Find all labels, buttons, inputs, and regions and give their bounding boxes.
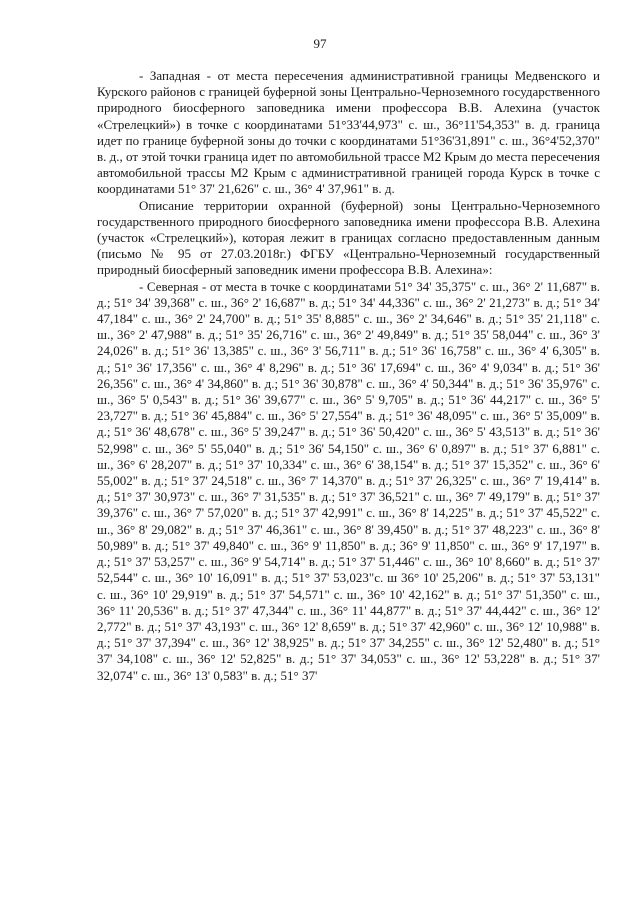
paragraph-buffer-zone-description: Описание территории охранной (буферной) зоны Центрально-Черноземного государственного природного биосферного заповедника имени профессора В.В. Алехина (участок «Стрелецкий»), которая лежит в границах согласно предоставленным данным (письмо № 95 от 27.03.2018г.) ФГБУ «Центрально-Черноземный государственный природный биосферный заповедник имени профессора В.В. Алехина»: [97, 197, 600, 278]
paragraph-western-boundary: - Западная - от места пересечения административной границы Медвенского и Курского районов с границей буферной зоны Центрально-Черноземного государственного природного биосферного заповедника имени профессора В.В. Алехина (участок «Стрелецкий») в точке с координатами 51°33'44,973" с. ш., 36°11'54,353" в. д. граница идет по границе буферной зоны до точки с координатами 51°36'31,891" с. ш., 36°4'52,370" в. д., от этой точки граница идет по автомобильной трассе М2 Крым до места пересечения автомобильной трассы М2 Крым с административной границей города Курск в точке с координатами 51° 37' 21,626" с. ш., 36° 4' 37,961" в. д. [97, 68, 600, 197]
page-number: 97 [313, 36, 327, 51]
paragraph-northern-boundary: - Северная - от места в точке с координатами 51° 34' 35,375" с. ш., 36° 2' 11,687" в. д.; 51° 34' 39,368" с. ш., 36° 2' 16,687" в. д.; 51° 34' 44,336" с. ш., 36° 2' 21,273" в. д.; 51° 34' 47,184" с. ш., 36° 2' 24,700" в. д.; 51° 35' 8,885" с. ш., 36° 2' 34,646" в. д.; 51° 35' 21,118" с. ш., 36° 2' 47,988" в. д.; 51° 35' 26,716" с. ш., 36° 2' 49,849" в. д.; 51° 35' 58,044" с. ш., 36° 3' 24,026" в. д.; 51° 36' 13,385" с. ш., 36° 3' 56,711" в. д.; 51° 36' 16,758" с. ш., 36° 4' 6,305" в. д.; 51° 36' 17,356" с. ш., 36° 4' 8,296" в. д.; 51° 36' 17,694" с. ш., 36° 4' 9,034" в. д.; 51° 36' 26,356" с. ш., 36° 4' 34,860" в. д.; 51° 36' 30,878" с. ш., 36° 4' 50,344" в. д.; 51° 36' 35,976" с. ш., 36° 5' 0,543" в. д.; 51° 36' 39,677" с. ш., 36° 5' 9,705" в. д.; 51° 36' 44,217" с. ш., 36° 5' 23,727" в. д.; 51° 36' 45,884" с. ш., 36° 5' 27,554" в. д.; 51° 36' 48,095" с. ш., 36° 5' 35,009" в. д.; 51° 36' 48,678" с. ш., 36° 5' 39,247" в. д.; 51° 36' 50,420" с. ш., 36° 5' 43,513" в. д.; 51° 36' 52,998" с. ш., 36° 5' 55,040" в. д.; 51° 36' 54,150" с. ш., 36° 6' 0,897" в. д.; 51° 37' 6,881" с. ш., 36° 6' 28,207" в. д.; 51° 37' 10,334" с. ш., 36° 6' 38,154" в. д.; 51° 37' 15,352" с. ш., 36° 6' 55,002" в. д.; 51° 37' 24,518" с. ш., 36° 7' 14,370" в. д.; 51° 37' 26,325" с. ш., 36° 7' 19,414" в. д.; 51° 37' 30,973" с. ш., 36° 7' 31,535" в. д.; 51° 37' 36,521" с. ш., 36° 7' 49,179" в. д.; 51° 37' 39,376" с. ш., 36° 7' 57,020" в. д.; 51° 37' 42,991" с. ш., 36° 8' 14,225" в. д.; 51° 37' 45,522" с. ш., 36° 8' 29,082" в. д.; 51° 37' 46,361" с. ш., 36° 8' 39,450" в. д.; 51° 37' 48,223" с. ш., 36° 8' 50,989" в. д.; 51° 37' 49,840" с. ш., 36° 9' 11,850" в. д.; 36° 9' 11,850" с. ш., 36° 9' 17,197" в. д.; 51° 37' 53,257" с. ш., 36° 9' 54,714" в. д.; 51° 37' 51,446" с. ш., 36° 10' 8,660" в. д.; 51° 37' 52,544" с. ш., 36° 10' 16,091" в. д.; 51° 37' 53,023"с. ш 36° 10' 25,206" в. д.; 51° 37' 53,131" с. ш., 36° 10' 29,919" в. д.; 51° 37' 54,571" с. ш., 36° 10' 42,162" в. д.; 51° 37' 51,350" с. ш., 36° 11' 20,536" в. д.; 51° 37' 47,344" с. ш., 36° 11' 44,877" в. д.; 51° 37' 44,442" с. ш., 36° 12' 2,772" в. д.; 51° 37' 43,193" с. ш., 36° 12' 8,659" в. д.; 51° 37' 42,960" с. ш., 36° 12' 10,988" в. д.; 51° 37' 37,394" с. ш., 36° 12' 38,925" в. д.; 51° 37' 34,255" с. ш., 36° 12' 52,480" в. д.; 51° 37' 34,108" с. ш., 36° 12' 52,825" в. д.; 51° 37' 34,053" с. ш., 36° 12' 53,228" в. д.; 51° 37' 32,074" с. ш., 36° 13' 0,583" в. д.; 51° 37' [97, 278, 600, 683]
document-body [97, 68, 600, 684]
